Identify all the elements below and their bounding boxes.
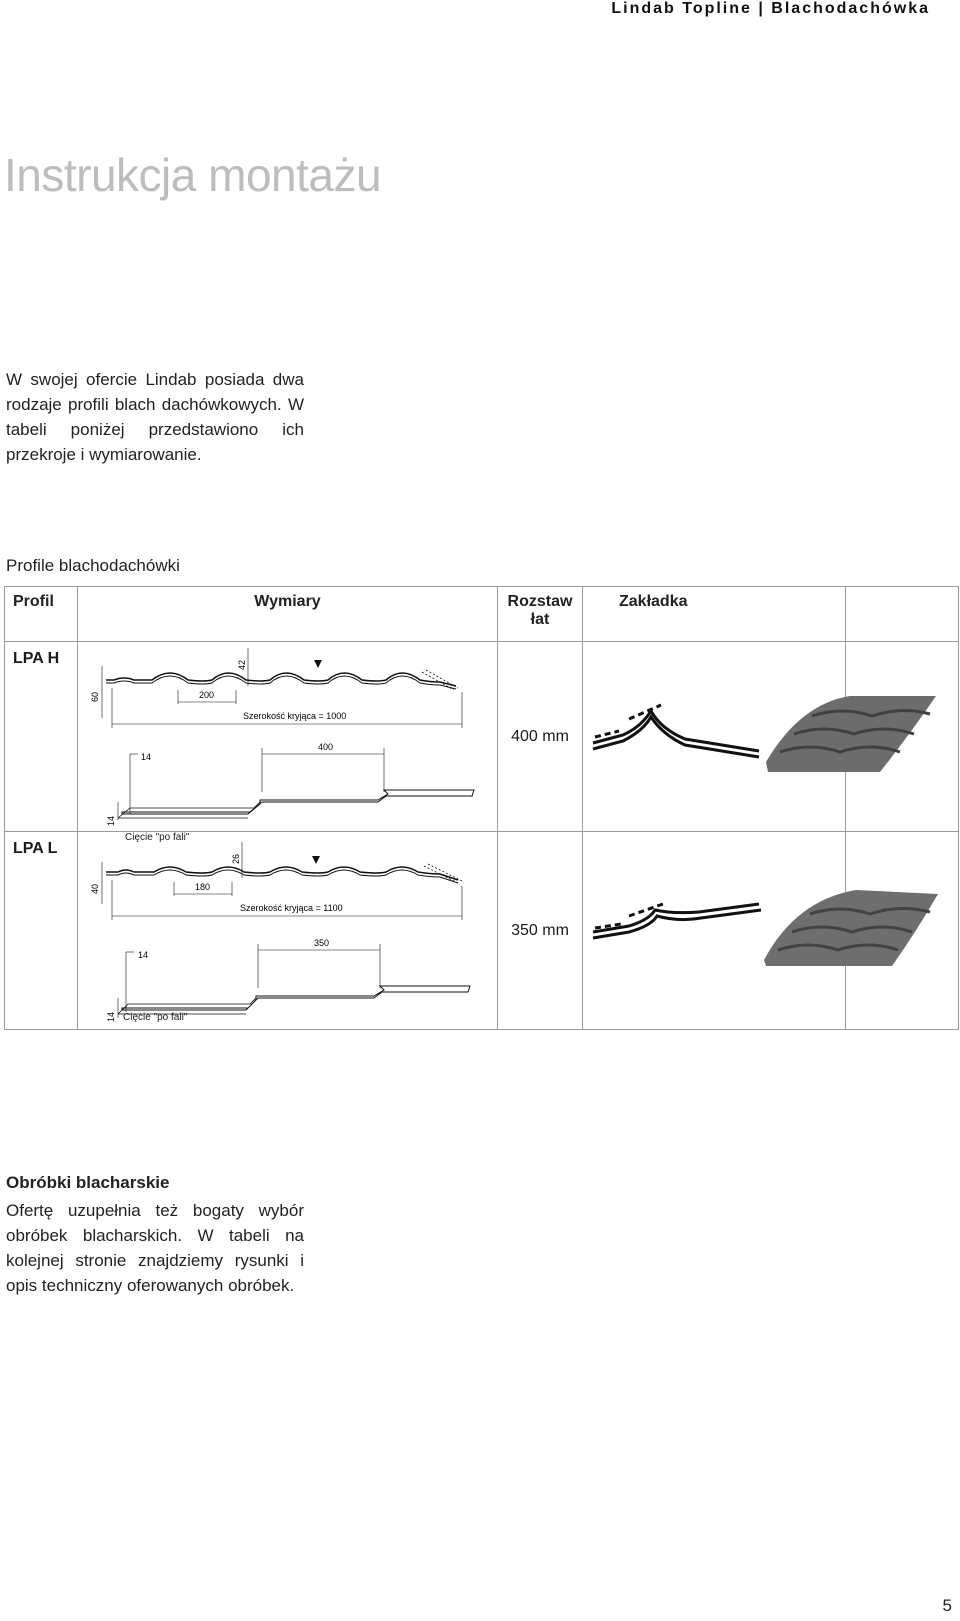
section-heading: Obróbki blacharskie [6, 1173, 170, 1192]
header-overlap: Zakładka [583, 587, 846, 642]
lpa-h-drawing [78, 642, 498, 826]
intro-paragraph: W swojej ofercie Lindab posiada dwa rodzaje profili blach dachówkowych. W tabeli poniżej przedstawiono ich przekroje i wymiarowanie. [6, 370, 304, 464]
overlap-icon [589, 699, 769, 769]
sheet-photo [846, 642, 959, 832]
profiles-table [4, 586, 959, 1030]
header-dimensions: Wymiary [78, 587, 498, 642]
dimension-drawing [78, 642, 498, 843]
height-label: 60 [90, 691, 100, 702]
cut-step-label: 14 [106, 1011, 116, 1022]
table-row [5, 832, 959, 1030]
roof-sheet-icon [760, 694, 940, 774]
profile-name: LPA H [5, 642, 78, 832]
step-label: 14 [138, 950, 149, 960]
wave-width-label: 180 [195, 882, 211, 892]
coverage-label: Szerokość kryjąca = 1000 [243, 711, 347, 721]
step-label: 14 [141, 752, 152, 762]
overlap-icon [589, 898, 769, 958]
table-row [5, 642, 959, 832]
wave-width-label: 200 [199, 690, 215, 700]
dimension-drawing [78, 832, 498, 1030]
header-empty [846, 587, 959, 642]
sheet-photo [846, 832, 959, 1030]
table-header-row [5, 587, 959, 642]
cut-step-label: 14 [106, 815, 116, 826]
header-profile: Profil [5, 587, 78, 642]
wave-height-label: 42 [237, 659, 247, 670]
lpa-l-drawing [78, 832, 498, 1024]
table-title: Profile blachodachówki [6, 556, 180, 575]
pitch-label: 350 [314, 938, 330, 948]
page-title: Instrukcja montażu [4, 149, 382, 201]
page-header: Lindab Topline | Blachodachówka [611, 0, 930, 17]
cut-label: Cięcie "po fali" [123, 1012, 188, 1023]
wave-height-label: 26 [231, 853, 241, 864]
section-paragraph: Ofertę uzupełnia też bogaty wybór obróbek blacharskich. W tabeli na kolejnej stronie znajdziemy rysunki i opis techniczny oferowanych obróbek. [6, 1201, 304, 1295]
cut-label: Cięcie "po fali" [125, 832, 190, 843]
height-label: 40 [90, 883, 100, 894]
pitch-label: 400 [318, 742, 334, 752]
coverage-label: Szerokość kryjąca = 1100 [240, 903, 343, 913]
profile-name: LPA L [5, 832, 78, 1030]
spacing-value: 350 mm [498, 832, 583, 1030]
roof-sheet-icon [760, 888, 940, 968]
page-number: 5 [942, 1596, 952, 1615]
spacing-value: 400 mm [498, 642, 583, 832]
header-spacing: Rozstaw łat [498, 587, 583, 642]
